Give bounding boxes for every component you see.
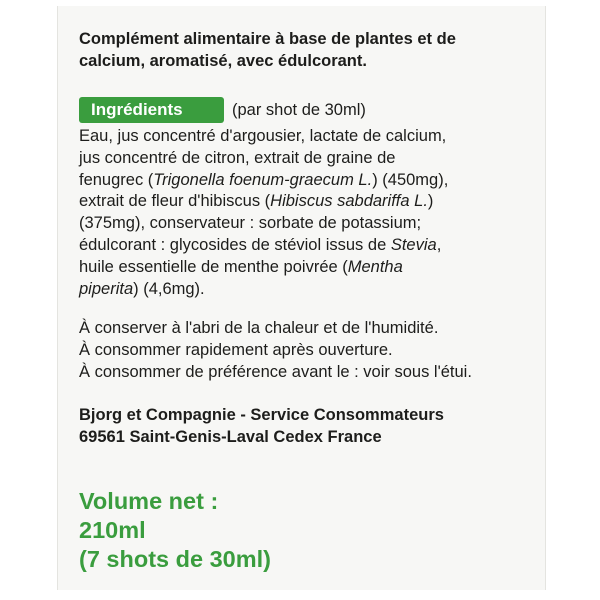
ingredient-text: Eau, jus concentré d'argousier, lactate de calcium, xyxy=(79,127,447,145)
ingredient-line xyxy=(79,279,539,301)
storage-line: À consommer rapidement après ouverture. xyxy=(79,340,393,359)
latin-name: Trigonella foenum-graecum L. xyxy=(153,170,373,189)
ingredient-line xyxy=(79,191,539,213)
latin-name: Stevia xyxy=(390,235,437,254)
description-line: Complément alimentaire à base de plantes et de xyxy=(79,30,456,48)
ingredient-text: jus concentré de citron, extrait de graine de xyxy=(79,148,396,167)
ingredient-text: ) (4,6mg). xyxy=(133,279,205,298)
ingredient-text: , xyxy=(436,235,442,254)
ingredient-text: (375mg), conservateur : sorbate de potassium; xyxy=(79,214,422,233)
net-volume xyxy=(79,487,539,574)
ingredient-line xyxy=(79,148,539,170)
ingredients-badge: Ingrédients xyxy=(79,97,224,123)
storage-instructions xyxy=(79,318,549,383)
company-address xyxy=(79,404,539,448)
company-line: Bjorg et Compagnie - Service Consommateurs xyxy=(79,406,444,424)
ingredient-line xyxy=(79,235,539,257)
company-line: 69561 Saint-Genis-Laval Cedex France xyxy=(79,428,382,446)
product-description xyxy=(79,28,539,72)
storage-line: À conserver à l'abri de la chaleur et de l'humidité. xyxy=(79,319,439,337)
latin-name: piperita xyxy=(79,279,134,298)
ingredient-line xyxy=(79,257,539,279)
ingredients-list xyxy=(79,126,539,300)
ingredient-line xyxy=(79,213,539,235)
ingredient-text: édulcorant : glycosides de stéviol issus de xyxy=(79,235,391,254)
ingredient-text: fenugrec ( xyxy=(79,170,154,189)
latin-name: Hibiscus sabdariffa L. xyxy=(270,192,428,211)
volume-line: Volume net : xyxy=(79,488,219,514)
ingredient-text: huile essentielle de menthe poivrée ( xyxy=(79,257,348,276)
ingredient-line xyxy=(79,170,539,192)
ingredient-text: ) xyxy=(427,192,434,211)
ingredients-header xyxy=(79,96,366,124)
ingredient-text: ) (450mg), xyxy=(372,170,449,189)
volume-line: (7 shots de 30ml) xyxy=(79,546,271,572)
ingredient-text: extrait de fleur d'hibiscus ( xyxy=(79,192,271,211)
description-line: calcium, aromatisé, avec édulcorant. xyxy=(79,52,367,70)
per-shot-note: (par shot de 30ml) xyxy=(232,100,366,119)
latin-name: Mentha xyxy=(347,257,403,276)
volume-line: 210ml xyxy=(79,517,146,543)
ingredient-line xyxy=(79,126,539,148)
storage-line: À consommer de préférence avant le : voir sous l'étui. xyxy=(79,362,472,381)
